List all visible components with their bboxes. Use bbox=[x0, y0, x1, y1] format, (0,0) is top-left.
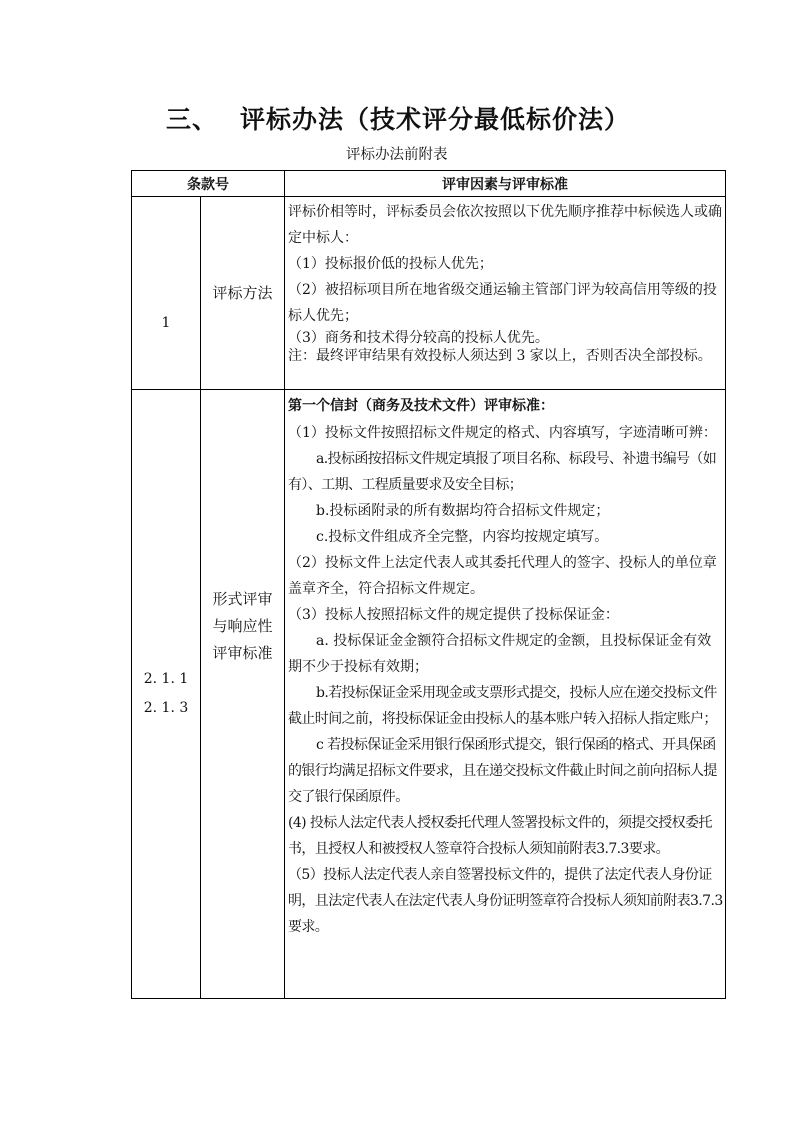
criteria-cell bbox=[285, 390, 726, 999]
factor-name-line: 与响应性 bbox=[212, 617, 273, 635]
table-row bbox=[132, 390, 726, 999]
criteria-cell bbox=[285, 197, 726, 390]
criteria-subline: b.若投标保证金采用现金或支票形式提交，投标人应在递交投标文件截止时间之前，将投标保证金由投标人的基本账户转入招标人指定账户； bbox=[288, 685, 717, 727]
criteria-subline: a. 投标保证金金额符合招标文件规定的金额，且投标保证金有效期不少于投标有效期； bbox=[288, 633, 712, 675]
criteria-line: （5）投标人法定代表人亲自签署投标文件的，提供了法定代表人身份证明，且法定代表人在法定代表人身份证明签章符合投标人须知前附表3.7.3要求。 bbox=[288, 867, 723, 935]
clause-number-cell bbox=[132, 197, 201, 390]
clause-number-cell bbox=[132, 390, 201, 999]
clause-number: 2. 1. 1 bbox=[143, 671, 189, 687]
factor-name-cell bbox=[201, 390, 285, 999]
criteria-subline: b.投标函附录的所有数据均符合招标文件规定； bbox=[316, 503, 610, 519]
criteria-subline: c 若投标保证金采用银行保函形式提交，银行保函的格式、开具保函的银行均满足招标文件要求，且在递交投标文件截止时间之前向招标人提交了银行保函原件。 bbox=[288, 737, 717, 805]
header-clause-number: 条款号 bbox=[132, 171, 285, 197]
criteria-line: （3）商务和技术得分较高的投标人优先。 bbox=[288, 330, 549, 346]
header-criteria: 评审因素与评审标准 bbox=[285, 171, 726, 197]
criteria-line: (4) 投标人法定代表人授权委托代理人签署投标文件的，须提交授权委托书，且授权人和被授权人签章符合投标人须知前附表3.7.3要求。 bbox=[288, 815, 712, 857]
title-text: 评标办法（技术评分最低标价法） bbox=[240, 105, 631, 134]
criteria-line: （2）投标文件上法定代表人或其委托代理人的签字、投标人的单位章盖章齐全，符合招标文件规定。 bbox=[288, 555, 717, 597]
evaluation-table bbox=[131, 170, 726, 999]
factor-name-line: 评审标准 bbox=[212, 644, 273, 662]
criteria-line: （1）投标报价低的投标人优先； bbox=[288, 256, 493, 272]
factor-name: 评标方法 bbox=[212, 283, 273, 302]
factor-name-cell bbox=[201, 197, 285, 390]
page-title bbox=[166, 100, 630, 136]
clause-number: 2. 1. 3 bbox=[143, 700, 189, 716]
clause-number: 1 bbox=[161, 315, 171, 331]
criteria-line: （3）投标人按照招标文件的规定提供了投标保证金： bbox=[288, 607, 619, 623]
table-header-row bbox=[132, 171, 726, 197]
factor-name-line: 形式评审 bbox=[212, 590, 273, 608]
criteria-line: （2）被招标项目所在地省级交通运输主管部门评为较高信用等级的投标人优先； bbox=[288, 282, 717, 324]
title-number: 三、 bbox=[166, 105, 219, 134]
criteria-note: 注：最终评审结果有效投标人须达到 3 家以上，否则否决全部投标。 bbox=[288, 348, 712, 364]
criteria-line: （1）投标文件按照招标文件规定的格式、内容填写，字迹清晰可辨： bbox=[288, 425, 717, 441]
criteria-subline: a.投标函按招标文件规定填报了项目名称、标段号、补遗书编号（如有）、工期、工程质量要求及安全目标； bbox=[288, 451, 717, 493]
table-row bbox=[132, 197, 726, 390]
criteria-heading: 第一个信封（商务及技术文件）评审标准： bbox=[288, 398, 554, 414]
criteria-subline: c.投标文件组成齐全完整，内容均按规定填写。 bbox=[316, 529, 609, 545]
table-caption: 评标办法前附表 bbox=[346, 147, 448, 163]
criteria-line: 评标价相等时，评标委员会依次按照以下优先顺序推荐中标候选人或确定中标人： bbox=[288, 204, 722, 246]
